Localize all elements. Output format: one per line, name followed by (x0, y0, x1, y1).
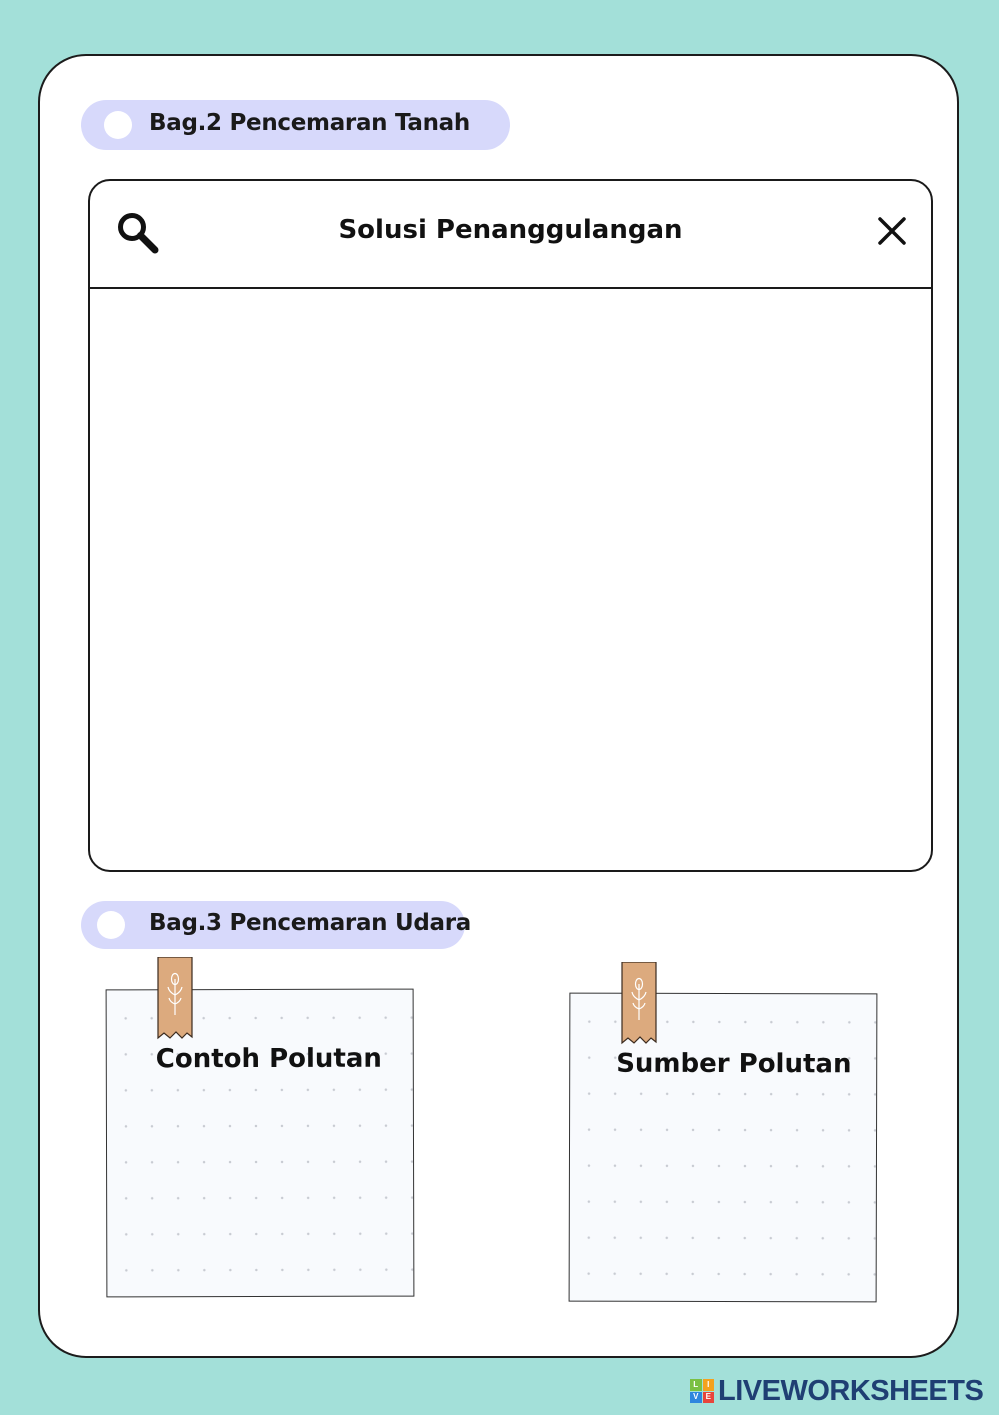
brand-logo-l: L (690, 1379, 702, 1391)
answer-area[interactable] (90, 289, 931, 870)
section-3-heading (81, 901, 471, 949)
bullet-dot (97, 911, 125, 939)
note-title: Sumber Polutan (616, 1048, 852, 1080)
window-title: Solusi Penanggulangan (338, 215, 683, 245)
brand-logo-v: V (690, 1392, 702, 1404)
bullet-dot (104, 111, 132, 139)
washi-tape-icon (156, 957, 194, 1041)
close-icon[interactable] (877, 216, 907, 246)
note-sumber-polutan[interactable] (569, 993, 878, 1303)
brand-logo-i: I (703, 1379, 715, 1391)
washi-tape-icon (620, 962, 658, 1046)
note-contoh-polutan[interactable] (106, 989, 415, 1298)
liveworksheets-logo (690, 1374, 983, 1408)
brand-logo-icon (690, 1379, 714, 1403)
window-titlebar (90, 181, 931, 289)
brand-logo-e: E (703, 1392, 715, 1404)
answer-window (88, 179, 933, 872)
section-3-label: Bag.3 Pencemaran Udara (149, 910, 471, 936)
note-title: Contoh Polutan (155, 1043, 382, 1075)
section-2-heading (81, 100, 510, 150)
section-2-label: Bag.2 Pencemaran Tanah (149, 110, 470, 136)
brand-name: LIVEWORKSHEETS (718, 1374, 984, 1407)
